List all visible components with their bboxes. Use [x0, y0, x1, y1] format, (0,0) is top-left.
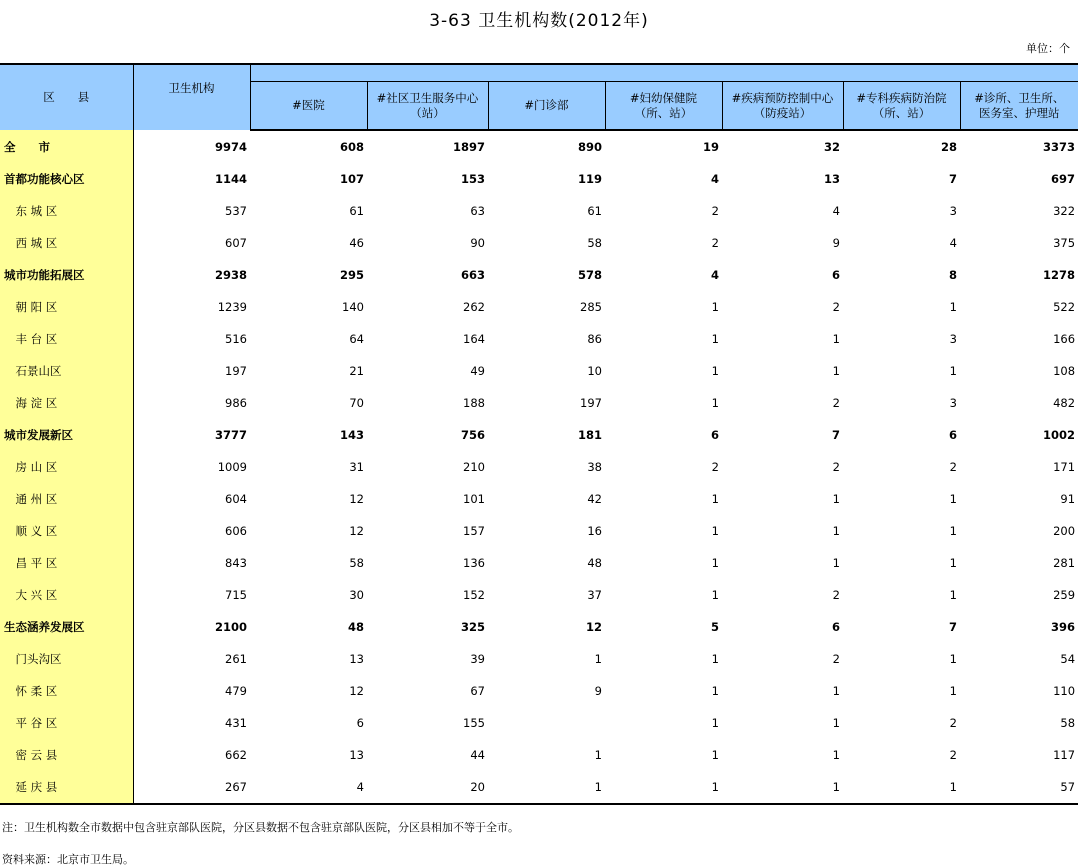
cell-maternal: 6	[710, 428, 719, 442]
cell-clinic-dept: 578	[577, 268, 602, 282]
cell-cdc: 6	[831, 620, 840, 634]
cell-hospital: 6	[356, 716, 364, 730]
cell-community: 90	[470, 236, 485, 250]
cell-clinics: 281	[1053, 556, 1076, 570]
header-col-hospital-line1: #医院	[292, 98, 325, 112]
cell-maternal: 1	[711, 556, 719, 570]
table-row	[0, 323, 1078, 355]
cell-cdc: 1	[832, 684, 840, 698]
row-district-name: 大 兴 区	[0, 579, 133, 611]
cell-specialty: 2	[949, 716, 957, 730]
cell-community: 325	[460, 620, 485, 634]
row-district-name: 生态涵养发展区	[0, 611, 133, 643]
table-row	[0, 419, 1078, 451]
cell-cdc: 13	[823, 172, 840, 186]
cell-total: 986	[225, 396, 247, 410]
cell-cdc: 1	[832, 556, 840, 570]
cell-clinics: 57	[960, 771, 1078, 804]
cell-community: 67	[470, 684, 485, 698]
cell-hospital: 70	[349, 396, 364, 410]
cell-specialty: 3	[949, 204, 957, 218]
table-row	[0, 611, 1078, 643]
cell-clinic-dept: 1	[488, 771, 605, 804]
header-col-community-line2: （站）	[410, 105, 445, 120]
cell-clinics: 54	[1060, 652, 1076, 666]
cell-specialty: 1	[949, 492, 957, 506]
row-district-name: 门头沟区	[0, 643, 133, 675]
row-district-name: 海 淀 区	[0, 387, 133, 419]
cell-maternal: 2	[711, 204, 719, 218]
cell-cdc: 2	[832, 460, 840, 474]
data-source: 资料来源：北京市卫生局。	[2, 853, 134, 866]
cell-hospital: 107	[339, 172, 364, 186]
cell-hospital: 58	[349, 556, 364, 570]
cell-specialty: 1	[949, 524, 957, 538]
row-district-name: 延 庆 县	[0, 771, 133, 804]
table-row	[0, 259, 1078, 291]
cell-hospital: 4	[250, 771, 367, 804]
cell-clinics: 396	[1051, 620, 1076, 634]
cell-maternal: 2	[711, 236, 719, 250]
cell-clinics: 108	[1053, 364, 1076, 378]
cell-clinic-dept: 16	[587, 524, 602, 538]
cell-clinics: 91	[1060, 492, 1076, 506]
header-district: 区 县	[0, 64, 133, 130]
cell-total: 197	[225, 364, 247, 378]
cell-specialty: 8	[948, 268, 957, 282]
cell-maternal: 1	[711, 652, 719, 666]
cell-clinics: 58	[1060, 716, 1076, 730]
cell-hospital: 13	[349, 748, 364, 762]
cell-maternal: 4	[710, 172, 719, 186]
cell-cdc: 2	[832, 396, 840, 410]
row-district-name: 朝 阳 区	[0, 291, 133, 323]
cell-clinics: 482	[1053, 396, 1076, 410]
cell-specialty: 28	[940, 140, 957, 154]
cell-clinic-dept: 48	[587, 556, 602, 570]
table-title: 3-63 卫生机构数(2012年)	[429, 11, 649, 31]
cell-hospital: 295	[339, 268, 364, 282]
cell-clinics: 322	[1053, 204, 1076, 218]
cell-maternal: 1	[605, 771, 722, 804]
header-col-clinic-dept	[488, 82, 605, 131]
cell-community: 157	[463, 524, 485, 538]
cell-hospital: 30	[349, 588, 364, 602]
cell-community: 153	[460, 172, 485, 186]
cell-specialty: 7	[948, 172, 957, 186]
cell-total: 261	[225, 652, 247, 666]
row-district-name: 丰 台 区	[0, 323, 133, 355]
cell-community: 49	[470, 364, 485, 378]
cell-maternal: 1	[711, 300, 719, 314]
cell-community: 756	[460, 428, 485, 442]
header-col-community	[367, 82, 488, 131]
cell-specialty: 4	[949, 236, 957, 250]
cell-total: 662	[225, 748, 247, 762]
cell-total: 604	[225, 492, 247, 506]
cell-total: 607	[225, 236, 247, 250]
table-row	[0, 675, 1078, 707]
table-row	[0, 547, 1078, 579]
cell-cdc: 1	[832, 524, 840, 538]
cell-hospital: 46	[349, 236, 364, 250]
cell-total: 516	[225, 332, 247, 346]
cell-clinic-dept: 10	[587, 364, 602, 378]
cell-cdc: 7	[831, 428, 840, 442]
cell-maternal: 1	[711, 396, 719, 410]
header-col-clinics	[960, 82, 1078, 131]
cell-community: 210	[463, 460, 485, 474]
header-col-specialty-line2: （所、站）	[872, 105, 931, 120]
cell-cdc: 1	[832, 716, 840, 730]
table-row	[0, 387, 1078, 419]
cell-community: 20	[367, 771, 488, 804]
cell-hospital: 143	[339, 428, 364, 442]
cell-clinics: 375	[1053, 236, 1076, 250]
cell-maternal: 1	[711, 332, 719, 346]
header-col-maternal	[605, 82, 722, 131]
cell-clinic-dept: 37	[587, 588, 602, 602]
table-row	[0, 771, 1078, 804]
cell-maternal: 1	[711, 748, 719, 762]
cell-community: 44	[470, 748, 485, 762]
table-row	[0, 195, 1078, 227]
row-district-name: 城市功能拓展区	[0, 259, 133, 291]
cell-hospital: 48	[347, 620, 364, 634]
cell-cdc: 1	[832, 492, 840, 506]
row-district-name: 通 州 区	[0, 483, 133, 515]
table-row	[0, 451, 1078, 483]
cell-community: 101	[463, 492, 485, 506]
table-row	[0, 515, 1078, 547]
cell-hospital: 608	[339, 140, 364, 154]
row-district-name: 昌 平 区	[0, 547, 133, 579]
table-row	[0, 707, 1078, 739]
cell-cdc: 1	[832, 748, 840, 762]
cell-community: 1897	[452, 140, 485, 154]
cell-hospital: 21	[349, 364, 364, 378]
row-district-name: 顺 义 区	[0, 515, 133, 547]
cell-cdc: 4	[832, 204, 840, 218]
cell-clinic-dept: 58	[587, 236, 602, 250]
table-row	[0, 355, 1078, 387]
cell-clinic-dept: 181	[577, 428, 602, 442]
cell-clinics: 1278	[1043, 268, 1076, 282]
cell-maternal: 1	[711, 492, 719, 506]
table-row	[0, 130, 1078, 163]
cell-specialty: 3	[949, 396, 957, 410]
cell-specialty: 6	[948, 428, 957, 442]
cell-clinic-dept: 12	[585, 620, 602, 634]
cell-clinics: 1002	[1043, 428, 1076, 442]
row-district-name: 房 山 区	[0, 451, 133, 483]
cell-total: 1009	[217, 460, 247, 474]
header-col-specialty-line1: #专科疾病防治院	[856, 90, 947, 105]
table-row	[0, 579, 1078, 611]
row-district-name: 全 市	[0, 130, 133, 163]
cell-total: 843	[225, 556, 247, 570]
table-row	[0, 739, 1078, 771]
cell-specialty: 1	[949, 556, 957, 570]
cell-clinics: 697	[1051, 172, 1076, 186]
cell-clinic-dept: 890	[577, 140, 602, 154]
cell-maternal: 19	[702, 140, 719, 154]
cell-total: 2938	[214, 268, 247, 282]
cell-clinic-dept: 119	[577, 172, 602, 186]
cell-clinic-dept: 285	[580, 300, 602, 314]
cell-maternal: 5	[710, 620, 719, 634]
cell-hospital: 140	[342, 300, 364, 314]
cell-specialty: 1	[949, 300, 957, 314]
cell-total: 9974	[214, 139, 247, 154]
cell-specialty: 7	[948, 620, 957, 634]
cell-cdc: 1	[832, 364, 840, 378]
cell-hospital: 12	[349, 684, 364, 698]
cell-specialty: 3	[949, 332, 957, 346]
row-district-name: 城市发展新区	[0, 419, 133, 451]
cell-community: 155	[463, 716, 485, 730]
cell-hospital: 12	[349, 524, 364, 538]
cell-specialty: 1	[949, 684, 957, 698]
cell-clinic-dept: 1	[594, 652, 602, 666]
cell-community: 663	[460, 268, 485, 282]
cell-maternal: 1	[711, 524, 719, 538]
cell-total: 715	[225, 588, 247, 602]
cell-total: 1144	[214, 172, 247, 186]
cell-hospital: 13	[349, 652, 364, 666]
cell-specialty: 1	[949, 364, 957, 378]
cell-clinic-dept: 197	[580, 396, 602, 410]
header-col-clinic-dept-line1: #门诊部	[524, 98, 569, 112]
cell-cdc: 2	[832, 652, 840, 666]
cell-cdc: 6	[831, 268, 840, 282]
cell-clinic-dept: 86	[587, 332, 602, 346]
row-district-name: 平 谷 区	[0, 707, 133, 739]
cell-community: 262	[463, 300, 485, 314]
table-row	[0, 227, 1078, 259]
cell-hospital: 61	[349, 204, 364, 218]
table-row	[0, 163, 1078, 195]
cell-total: 1239	[217, 300, 247, 314]
cell-total: 431	[225, 716, 247, 730]
cell-maternal: 2	[711, 460, 719, 474]
cell-community: 136	[463, 556, 485, 570]
cell-total: 479	[225, 684, 247, 698]
cell-maternal: 1	[711, 588, 719, 602]
cell-community: 188	[463, 396, 485, 410]
row-district-name: 西 城 区	[0, 227, 133, 259]
cell-cdc: 32	[823, 140, 840, 154]
cell-community: 39	[470, 652, 485, 666]
cell-specialty: 2	[949, 748, 957, 762]
cell-total: 537	[225, 204, 247, 218]
table-row	[0, 291, 1078, 323]
unit-label: 单位：个	[1026, 42, 1070, 55]
header-col-cdc	[722, 82, 843, 131]
cell-clinics: 117	[1053, 748, 1076, 762]
header-col-specialty	[843, 82, 960, 131]
cell-clinics: 166	[1053, 332, 1076, 346]
header-col-maternal-line1: #妇幼保健院	[629, 90, 698, 105]
cell-clinics: 522	[1053, 300, 1076, 314]
cell-specialty: 1	[949, 588, 957, 602]
cell-cdc: 1	[832, 332, 840, 346]
cell-clinic-dept: 42	[587, 492, 602, 506]
header-spacer	[250, 64, 1078, 82]
cell-hospital: 12	[349, 492, 364, 506]
cell-total: 2100	[214, 620, 247, 634]
cell-clinics: 110	[1053, 684, 1076, 698]
cell-clinic-dept: 61	[587, 204, 602, 218]
cell-total: 267	[133, 771, 250, 804]
footnote: 注：卫生机构数全市数据中包含驻京部队医院，分区县数据不包含驻京部队医院，分区县相加不等于全市。	[2, 821, 519, 834]
table-header	[0, 64, 1078, 130]
cell-cdc: 1	[722, 771, 843, 804]
cell-clinic-dept: 9	[594, 684, 602, 698]
cell-hospital: 31	[349, 460, 364, 474]
header-col-hospital	[250, 82, 367, 131]
header-col-maternal-line2: （所、站）	[634, 105, 693, 120]
cell-clinic-dept: 1	[594, 748, 602, 762]
cell-maternal: 4	[710, 268, 719, 282]
cell-specialty: 1	[843, 771, 960, 804]
header-col-cdc-line2: （防疫站）	[753, 105, 812, 120]
header-col-cdc-line1: #疾病预防控制中心	[731, 90, 834, 105]
header-col-clinics-line2: 医务室、护理站	[979, 105, 1060, 120]
header-col-community-line1: #社区卫生服务中心	[376, 90, 479, 105]
row-district-name: 石景山区	[0, 355, 133, 387]
cell-clinics: 3373	[1043, 140, 1076, 154]
cell-total: 3777	[214, 428, 247, 442]
table-body	[0, 130, 1078, 804]
cell-specialty: 1	[949, 652, 957, 666]
row-district-name: 密 云 县	[0, 739, 133, 771]
cell-community: 152	[463, 588, 485, 602]
row-district-name: 东 城 区	[0, 195, 133, 227]
cell-maternal: 1	[711, 716, 719, 730]
row-district-name: 怀 柔 区	[0, 675, 133, 707]
row-district-name: 首都功能核心区	[0, 163, 133, 195]
health-institutions-table	[0, 63, 1078, 805]
cell-clinics: 259	[1053, 588, 1076, 602]
cell-community: 63	[470, 204, 485, 218]
cell-community: 164	[463, 332, 485, 346]
cell-maternal: 1	[711, 364, 719, 378]
cell-cdc: 9	[832, 236, 840, 250]
cell-maternal: 1	[711, 684, 719, 698]
table-row	[0, 483, 1078, 515]
table-row	[0, 643, 1078, 675]
header-col-clinics-line1: #诊所、卫生所、	[974, 90, 1065, 105]
cell-total: 606	[225, 524, 247, 538]
cell-hospital: 64	[349, 332, 364, 346]
cell-specialty: 2	[949, 460, 957, 474]
cell-clinic-dept	[488, 707, 605, 739]
cell-clinic-dept: 38	[587, 460, 602, 474]
cell-cdc: 2	[832, 588, 840, 602]
header-total: 卫生机构	[133, 64, 250, 130]
cell-clinics: 200	[1053, 524, 1076, 538]
cell-clinics: 171	[1053, 460, 1076, 474]
cell-cdc: 2	[832, 300, 840, 314]
